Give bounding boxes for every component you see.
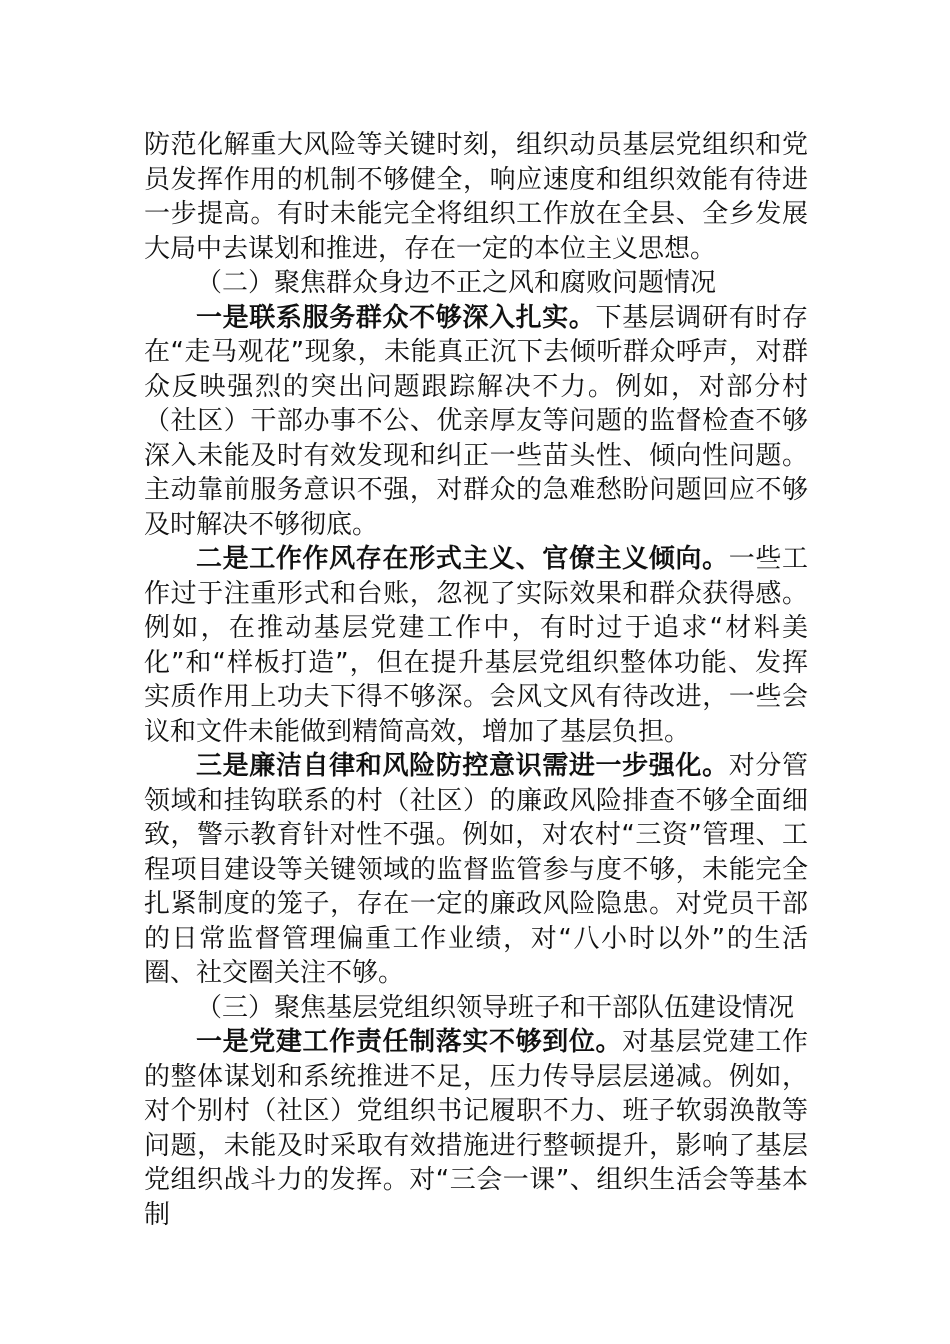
paragraph-text: 防范化解重大风险等关键时刻，组织动员基层党组织和党员发挥作用的机制不够健全，响应速度和组织效能有待进一步提高。有时未能完全将组织工作放在全县、全乡发展大局中去谋划和推进，存在一定的本位主义思想。 bbox=[144, 130, 808, 264]
section-heading-2 bbox=[144, 266, 808, 301]
paragraph-text: 下基层调研有时存在“走马观花”现象，未能真正沉下去倾听群众呼声，对群众反映强烈的突出问题跟踪解决不力。例如，对部分村（社区）干部办事不公、优亲厚友等问题的监督检查不够深入未能及时有效发现和纠正一些苗头性、倾向性问题。主动靠前服务意识不强，对群众的急难愁盼问题回应不够及时解决不够彻底。 bbox=[144, 302, 808, 540]
paragraph-item-4 bbox=[144, 1025, 808, 1232]
paragraph-item-2 bbox=[144, 542, 808, 749]
paragraph-text: 对分管领域和挂钩联系的村（社区）的廉政风险排查不够全面细致，警示教育针对性不强。例如，对农村“三资”管理、工程项目建设等关键领域的监督监管参与度不够，未能完全扎紧制度的笼子，存在一定的廉政风险隐患。对党员干部的日常监督管理偏重工作业绩，对“八小时以外”的生活圈、社交圈关注不够。 bbox=[144, 751, 808, 988]
paragraph-lead: 一是党建工作责任制落实不够到位。 bbox=[196, 1027, 623, 1057]
paragraph-item-3 bbox=[144, 749, 808, 991]
heading-text: （二）聚焦群众身边不正之风和腐败问题情况 bbox=[196, 268, 717, 298]
paragraph-item-1 bbox=[144, 301, 808, 543]
section-heading-3 bbox=[144, 991, 808, 1026]
paragraph-lead: 二是工作作风存在形式主义、官僚主义倾向。 bbox=[196, 544, 729, 574]
paragraph-lead: 三是廉洁自律和风险防控意识需进一步强化。 bbox=[196, 751, 729, 781]
document-body bbox=[144, 128, 808, 1232]
paragraph-text: 一些工作过于注重形式和台账，忽视了实际效果和群众获得感。例如，在推动基层党建工作中，有时过于追求“材料美化”和“样板打造”，但在提升基层党组织整体功能、发挥实质作用上功夫下得不够深。会风文风有待改进，一些会议和文件未能做到精简高效，增加了基层负担。 bbox=[144, 544, 808, 747]
heading-text: （三）聚焦基层党组织领导班子和干部队伍建设情况 bbox=[196, 992, 795, 1023]
paragraph-continued bbox=[144, 128, 808, 266]
paragraph-lead: 一是联系服务群众不够深入扎实。 bbox=[196, 302, 596, 333]
paragraph-text: 对基层党建工作的整体谋划和系统推进不足，压力传导层层递减。例如，对个别村（社区）党组织书记履职不力、班子软弱涣散等问题，未能及时采取有效措施进行整顿提升，影响了基层党组织战斗力的发挥。对“三会一课”、组织生活会等基本制 bbox=[144, 1027, 808, 1230]
